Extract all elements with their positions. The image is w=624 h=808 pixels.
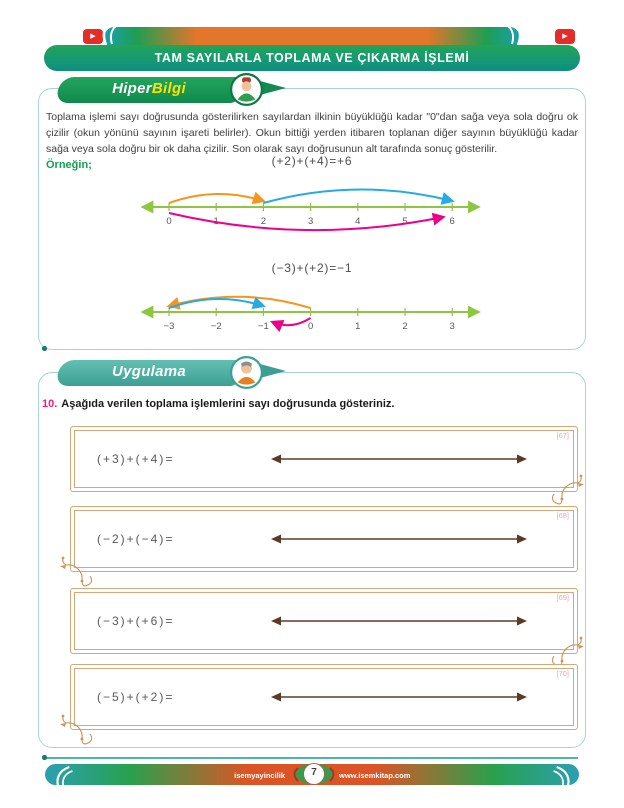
corner-flourish-icon (58, 708, 96, 746)
svg-text:6: 6 (449, 216, 455, 227)
svg-text:5: 5 (402, 216, 408, 227)
svg-text:−1: −1 (257, 321, 269, 332)
svg-text:2: 2 (260, 216, 267, 227)
play-icon: ▶ (83, 29, 103, 44)
frame-end-dot (42, 346, 47, 351)
svg-text:1: 1 (355, 321, 361, 332)
publisher-name: isemyayincilik (234, 771, 285, 780)
example-equation-1: (+2)+(+4)=+6 (271, 154, 353, 168)
problem-equation: (−5)+(+2)= (97, 690, 175, 704)
banner-word-hiper: Hiper (112, 80, 152, 97)
reference-number: [70] (556, 669, 569, 678)
answer-box-2 (70, 506, 578, 572)
answer-box-4 (70, 664, 578, 730)
svg-text:−3: −3 (163, 321, 175, 332)
question-number: 10. (42, 398, 58, 410)
blank-number-line-arrow (269, 453, 529, 465)
reference-number: [67] (556, 431, 569, 440)
blank-number-line-arrow (269, 533, 529, 545)
quote-decoration-icon (97, 15, 125, 47)
banner-tail (260, 81, 286, 95)
svg-text:0: 0 (166, 216, 172, 227)
banner-tail (260, 364, 286, 378)
problem-equation: (+3)+(+4)= (97, 452, 175, 466)
svg-text:1: 1 (213, 216, 219, 227)
svg-text:−2: −2 (210, 321, 222, 332)
hiperbilgi-banner-label (58, 80, 240, 97)
uygulama-mascot-icon (230, 356, 263, 389)
corner-flourish-icon (548, 468, 586, 506)
uygulama-banner (58, 360, 240, 386)
intro-paragraph: Toplama işlemi sayı doğrusunda gösterilirken sayılardan ilkinin büyüklüğü kadar "0"dan sağa veya sola doğru ok çizilir (okun yönünü sayının işareti belirler). Okun bittiği yerden itibaren toplanan diğer sayının büyüklüğü kadar sağa veya sola doğru bir ok daha çizilir. Son olarak sayı doğrusunun alt tarafında sonuç gösterilir. (46, 111, 578, 155)
reference-number: [69] (556, 593, 569, 602)
blank-number-line-arrow (269, 615, 529, 627)
problem-equation: (−3)+(+6)= (97, 614, 175, 628)
example-label: Örneğin; (46, 159, 92, 171)
problem-equation: (−2)+(−4)= (97, 532, 175, 546)
svg-text:0: 0 (307, 321, 314, 332)
page-number: 7 (311, 767, 317, 778)
corner-flourish-icon (58, 550, 96, 588)
blank-number-line-arrow (269, 691, 529, 703)
footer-divider (46, 757, 578, 759)
website-url: www.isemkitap.com (339, 771, 411, 780)
banner-word-bilgi: Bilgi (151, 80, 186, 97)
page-number-badge (286, 760, 342, 788)
question-text: Aşağıda verilen toplama işlemlerini sayı doğrusunda gösteriniz. (61, 398, 395, 410)
svg-text:2: 2 (402, 321, 408, 332)
reference-number: [68] (556, 511, 569, 520)
answer-box-1 (70, 426, 578, 492)
answer-box-3 (70, 588, 578, 654)
hiperbilgi-mascot-icon (230, 73, 263, 106)
uygulama-banner-label: Uygulama (111, 363, 187, 380)
question-line (42, 398, 582, 410)
play-icon: ▶ (555, 29, 575, 44)
corner-flourish-icon (548, 630, 586, 668)
svg-text:4: 4 (355, 216, 361, 227)
number-line-1 (134, 171, 484, 251)
svg-text:3: 3 (449, 321, 455, 332)
page-title: TAM SAYILARLA TOPLAMA VE ÇIKARMA İŞLEMİ (44, 45, 580, 71)
frame-end-dot (42, 755, 47, 760)
quote-decoration-icon (499, 15, 527, 47)
quote-decoration-icon (552, 765, 574, 791)
example-equation-2: (−3)+(+2)=−1 (271, 261, 353, 275)
number-line-2 (134, 276, 484, 356)
quote-decoration-icon (52, 765, 74, 791)
hiperbilgi-banner (58, 77, 240, 103)
svg-text:3: 3 (307, 216, 314, 227)
